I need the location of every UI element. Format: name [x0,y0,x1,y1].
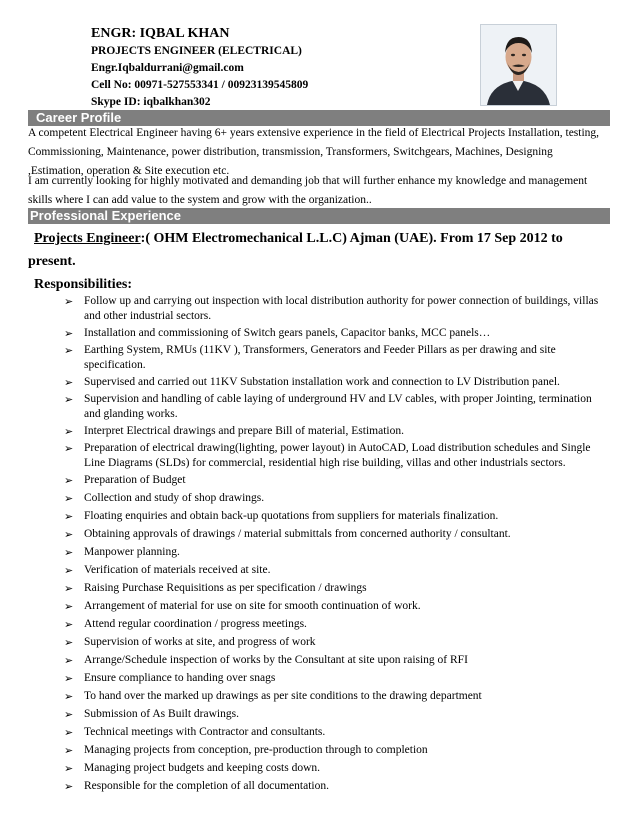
arrow-bullet-icon: ➢ [64,344,74,357]
list-item [64,392,604,422]
arrow-bullet-icon: ➢ [64,690,74,703]
list-item-text: Collection and study of shop drawings. [84,492,265,504]
arrow-bullet-icon: ➢ [64,546,74,559]
arrow-bullet-icon: ➢ [64,672,74,685]
arrow-bullet-icon: ➢ [64,327,74,340]
profile-photo [480,24,557,106]
list-item [64,326,604,341]
responsibilities-list [64,294,604,797]
list-item-text: Responsible for the completion of all documentation. [84,780,329,792]
career-objective-paragraph: I am currently looking for highly motivated and demanding job that will further enhance my knowledge and management skills where I can add value to the system and grow with the organization.. [28,175,588,206]
arrow-bullet-icon: ➢ [64,425,74,438]
list-item-text: Earthing System, RMUs (11KV ), Transformers, Generators and Feeder Pillars as per drawing and site specification. [84,344,556,371]
job-period-end: present. [28,254,76,269]
arrow-bullet-icon: ➢ [64,762,74,775]
list-item [64,527,604,542]
email-text: Engr.Iqbaldurrani@gmail.com [91,62,244,74]
job-employer: :( OHM Electromechanical L.L.C) Ajman (UAE). From 17 Sep 2012 to [140,231,563,246]
list-item [64,375,604,390]
list-item-text: Raising Purchase Requisitions as per specification / drawings [84,582,367,594]
arrow-bullet-icon: ➢ [64,474,74,487]
list-item-text: To hand over the marked up drawings as per site conditions to the drawing department [84,690,482,702]
arrow-bullet-icon: ➢ [64,528,74,541]
arrow-bullet-icon: ➢ [64,295,74,308]
list-item [64,441,604,471]
arrow-bullet-icon: ➢ [64,442,74,455]
list-item [64,294,604,324]
candidate-name: ENGR: IQBAL KHAN [91,26,230,41]
list-item-text: Supervision of works at site, and progress of work [84,636,316,648]
arrow-bullet-icon: ➢ [64,654,74,667]
list-item-text: Obtaining approvals of drawings / material submittals from concerned authority / consultant. [84,528,511,540]
list-item-text: Manpower planning. [84,546,180,558]
list-item-text: Preparation of Budget [84,474,186,486]
list-item [64,343,604,373]
list-item-text: Managing projects from conception, pre-production through to completion [84,744,428,756]
list-item [64,617,604,632]
candidate-title: PROJECTS ENGINEER (ELECTRICAL) [91,45,302,57]
list-item-text: Supervised and carried out 11KV Substation installation work and connection to LV Distribution panel. [84,376,560,388]
cell-number: Cell No: 00971-527553341 / 00923139545809 [91,79,309,91]
list-item [64,635,604,650]
list-item [64,473,604,488]
list-item-text: Attend regular coordination / progress meetings. [84,618,307,630]
list-item-text: Verification of materials received at site. [84,564,271,576]
list-item [64,653,604,668]
list-item [64,581,604,596]
list-item-text: Submission of As Built drawings. [84,708,239,720]
arrow-bullet-icon: ➢ [64,393,74,406]
arrow-bullet-icon: ➢ [64,708,74,721]
list-item-text: Ensure compliance to handing over snags [84,672,276,684]
list-item-text: Supervision and handling of cable laying of underground HV and LV cables, with proper Jointing, termination and glanding works. [84,393,592,420]
responsibilities-heading: Responsibilities: [34,277,133,292]
list-item [64,707,604,722]
arrow-bullet-icon: ➢ [64,600,74,613]
list-item [64,545,604,560]
list-item-text: Interpret Electrical drawings and prepare Bill of material, Estimation. [84,425,404,437]
career-summary-paragraph: A competent Electrical Engineer having 6+ years extensive experience in the field of Electrical Projects Installation, testing, Commissioning, Maintenance, power distribution, transmission, Transformers, Switchgears, Machines, Designing ,Estimation, operation & Site execution etc. [28,127,600,177]
list-item [64,743,604,758]
list-item-text: Managing project budgets and keeping costs down. [84,762,321,774]
arrow-bullet-icon: ➢ [64,510,74,523]
arrow-bullet-icon: ➢ [64,376,74,389]
list-item [64,424,604,439]
list-item [64,563,604,578]
arrow-bullet-icon: ➢ [64,780,74,793]
job-title: Projects Engineer [34,231,141,246]
job-heading [34,226,606,251]
list-item-text: Floating enquiries and obtain back-up quotations from suppliers for materials finalization. [84,510,499,522]
arrow-bullet-icon: ➢ [64,582,74,595]
list-item [64,725,604,740]
list-item-text: Arrange/Schedule inspection of works by the Consultant at site upon raising of RFI [84,654,468,666]
career-profile-heading: Career Profile [28,110,610,126]
list-item [64,599,604,614]
professional-experience-heading: Professional Experience [28,208,610,224]
list-item-text: Preparation of electrical drawing(lighting, power layout) in AutoCAD, Load distribution schedules and Single Line Diagrams (SLDs) for commercial, residential high rise building, villas and other industrials sectors. [84,442,591,469]
list-item [64,671,604,686]
list-item-text: Installation and commissioning of Switch gears panels, Capacitor banks, MCC panels… [84,327,491,339]
list-item [64,509,604,524]
list-item-text: Technical meetings with Contractor and consultants. [84,726,326,738]
list-item [64,779,604,794]
arrow-bullet-icon: ➢ [64,618,74,631]
arrow-bullet-icon: ➢ [64,744,74,757]
list-item [64,689,604,704]
arrow-bullet-icon: ➢ [64,564,74,577]
skype-id: Skype ID: iqbalkhan302 [91,96,211,108]
list-item [64,491,604,506]
contact-header [91,24,308,111]
arrow-bullet-icon: ➢ [64,726,74,739]
list-item-text: Follow up and carrying out inspection with local distribution authority for power connection of buildings, villas and other industrial sectors. [84,295,599,322]
arrow-bullet-icon: ➢ [64,636,74,649]
list-item [64,761,604,776]
arrow-bullet-icon: ➢ [64,492,74,505]
list-item-text: Arrangement of material for use on site for smooth continuation of work. [84,600,421,612]
